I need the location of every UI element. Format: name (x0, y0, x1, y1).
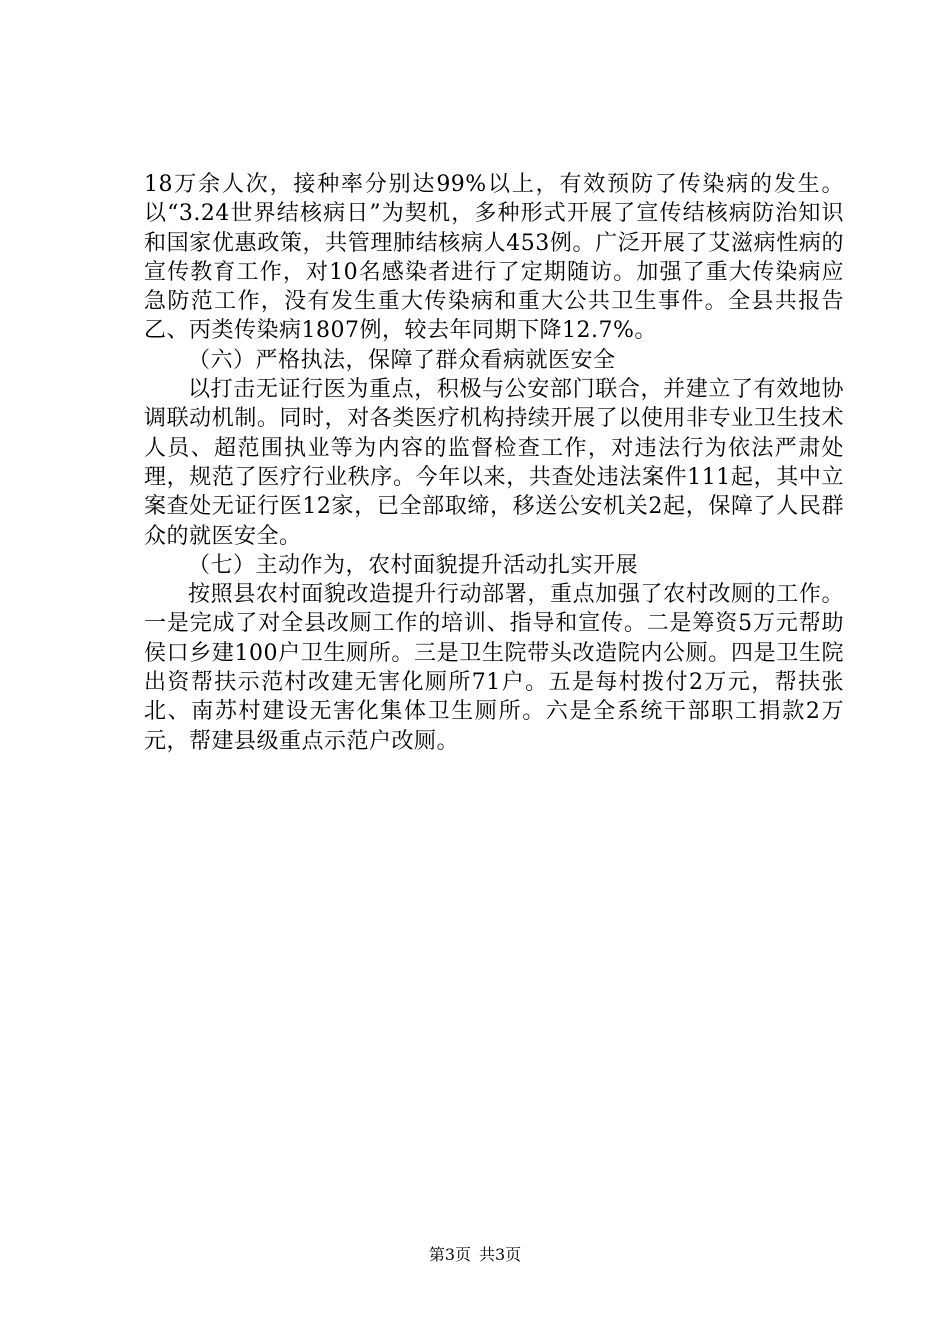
paragraph-rural-toilet-reform: 按照县农村面貌改造提升行动部署，重点加强了农村改厕的工作。一是完成了对全县改厕工作的培训、指导和宣传。二是筹资5万元帮助侯口乡建100户卫生厕所。三是卫生院带头改造院内公厕。四是卫生院出资帮扶示范村改建无害化厕所71户。五是每村拨付2万元，帮扶张北、南苏村建设无害化集体卫生厕所。六是全系统干部职工捐款2万元，帮建县级重点示范户改厕。 (144, 582, 844, 754)
page-number-total: 共3页 (479, 1245, 522, 1264)
section-heading-seven: （七）主动作为，农村面貌提升活动扎实开展 (188, 552, 639, 578)
paragraph-law-enforcement: 以打击无证行医为重点，积极与公安部门联合，并建立了有效地协调联动机制。同时，对各类医疗机构持续开展了以使用非专业卫生技术人员、超范围执业等为内容的监督检查工作，对违法行为依法严肃处理，规范了医疗行业秩序。今年以来，共查处违法案件111起，其中立案查处无证行医12家，已全部取缔，移送公安机关2起，保障了人民群众的就医安全。 (144, 377, 844, 549)
page-footer (0, 1245, 950, 1265)
section-heading-six: （六）严格执法，保障了群众看病就医安全 (188, 347, 616, 373)
document-body (144, 170, 844, 756)
page-number-current: 第3页 (428, 1245, 471, 1264)
paragraph-epidemic-prevention: 18万余人次，接种率分别达99%以上，有效预防了传染病的发生。以“3.24世界结核病日”为契机，多种形式开展了宣传结核病防治知识和国家优惠政策，共管理肺结核病人453例。广泛开展了艾滋病性病的宣传教育工作，对10名感染者进行了定期随访。加强了重大传染病应急防范工作，没有发生重大传染病和重大公共卫生事件。全县共报告乙、丙类传染病1807例，较去年同期下降12.7%。 (144, 172, 844, 344)
